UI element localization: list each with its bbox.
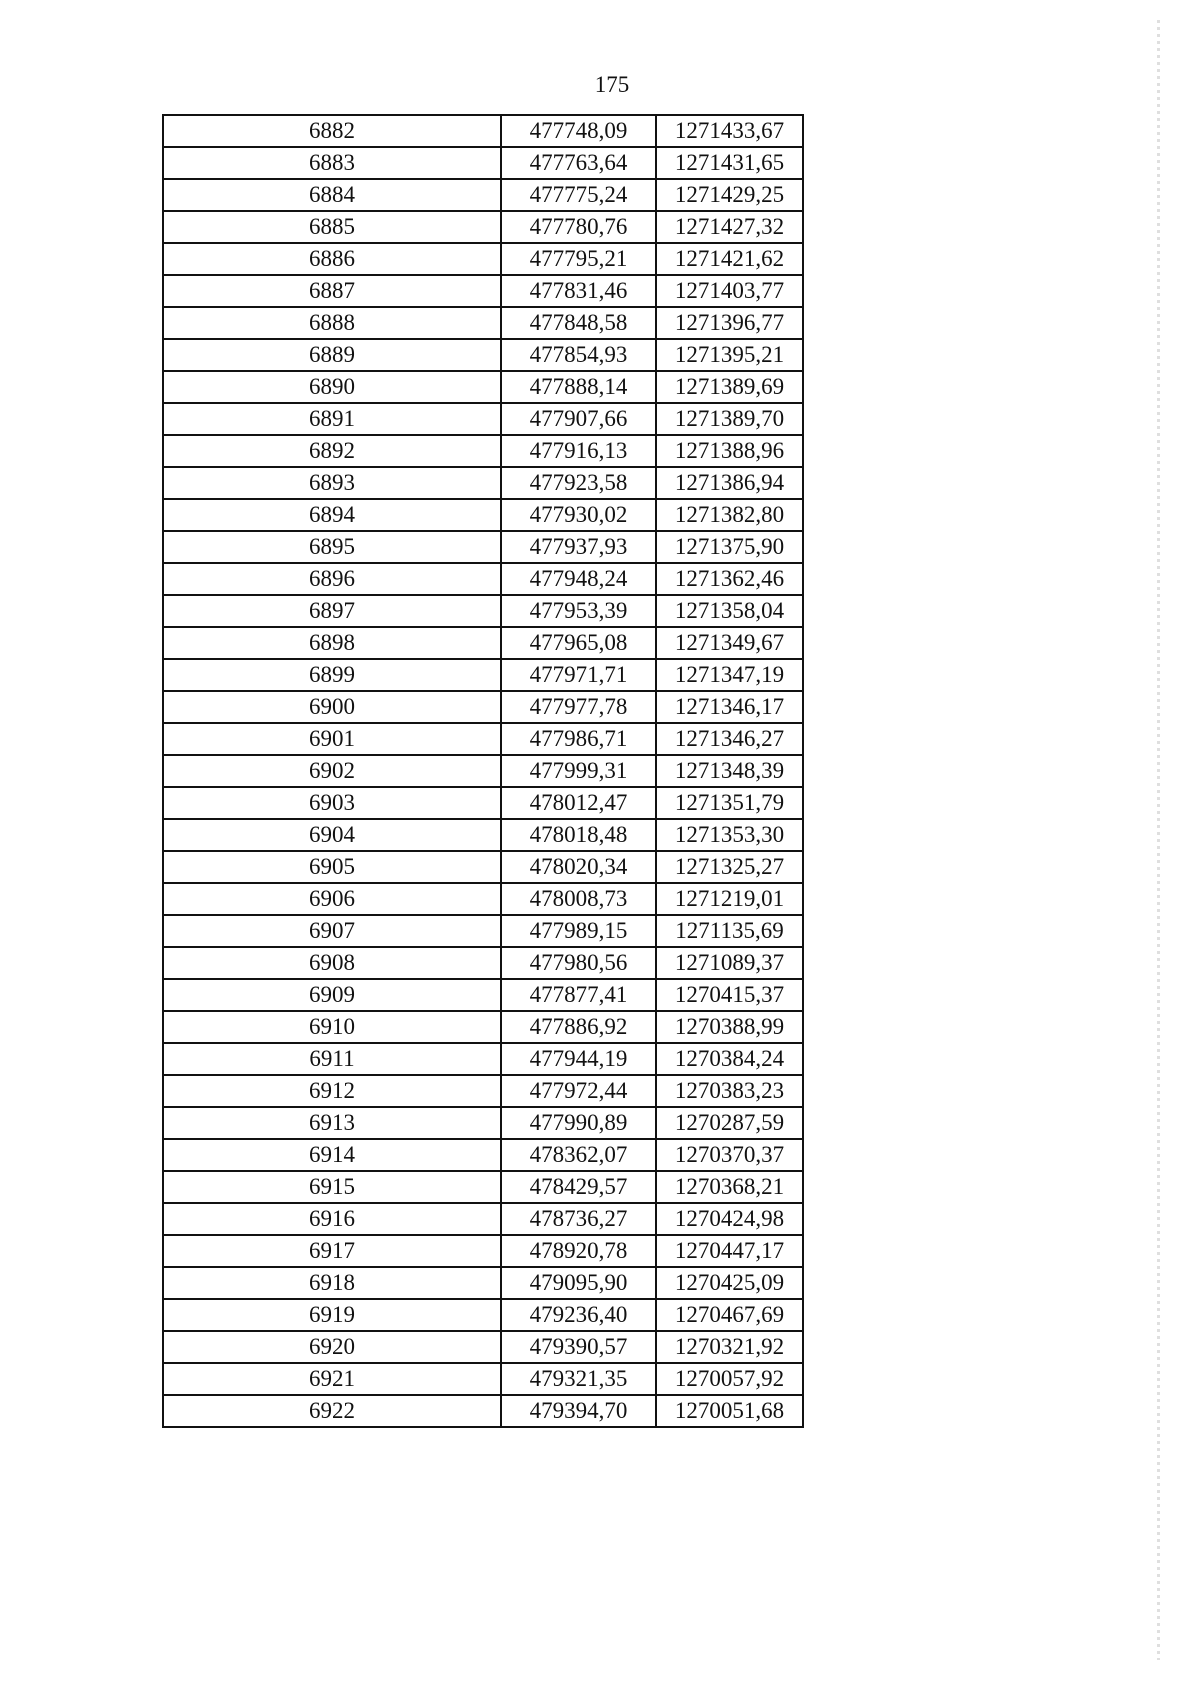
x-coordinate-cell: 477763,64 <box>501 147 656 179</box>
table-row <box>163 499 803 531</box>
point-number-cell: 6884 <box>163 179 501 211</box>
x-coordinate-cell: 477886,92 <box>501 1011 656 1043</box>
table-row <box>163 147 803 179</box>
x-coordinate-cell: 477775,24 <box>501 179 656 211</box>
point-number-cell: 6888 <box>163 307 501 339</box>
x-coordinate-cell: 477907,66 <box>501 403 656 435</box>
point-number-cell: 6897 <box>163 595 501 627</box>
point-number-cell: 6908 <box>163 947 501 979</box>
point-number-cell: 6900 <box>163 691 501 723</box>
y-coordinate-cell: 1271089,37 <box>656 947 803 979</box>
y-coordinate-cell: 1271433,67 <box>656 115 803 147</box>
table-row <box>163 787 803 819</box>
y-coordinate-cell: 1271353,30 <box>656 819 803 851</box>
page-number: 175 <box>594 72 630 97</box>
point-number-cell: 6918 <box>163 1267 501 1299</box>
x-coordinate-cell: 478362,07 <box>501 1139 656 1171</box>
table-row <box>163 403 803 435</box>
y-coordinate-cell: 1271346,27 <box>656 723 803 755</box>
table-row <box>163 115 803 147</box>
point-number-cell: 6891 <box>163 403 501 435</box>
table-row <box>163 1331 803 1363</box>
point-number-cell: 6907 <box>163 915 501 947</box>
point-number-cell: 6887 <box>163 275 501 307</box>
x-coordinate-cell: 477948,24 <box>501 563 656 595</box>
x-coordinate-cell: 477916,13 <box>501 435 656 467</box>
y-coordinate-cell: 1271427,32 <box>656 211 803 243</box>
y-coordinate-cell: 1270368,21 <box>656 1171 803 1203</box>
y-coordinate-cell: 1271349,67 <box>656 627 803 659</box>
table-body <box>163 115 803 1427</box>
x-coordinate-cell: 478429,57 <box>501 1171 656 1203</box>
table-row <box>163 211 803 243</box>
table-row <box>163 1235 803 1267</box>
y-coordinate-cell: 1271429,25 <box>656 179 803 211</box>
point-number-cell: 6901 <box>163 723 501 755</box>
x-coordinate-cell: 477748,09 <box>501 115 656 147</box>
point-number-cell: 6912 <box>163 1075 501 1107</box>
coordinates-table <box>162 114 804 1428</box>
x-coordinate-cell: 477999,31 <box>501 755 656 787</box>
point-number-cell: 6896 <box>163 563 501 595</box>
point-number-cell: 6899 <box>163 659 501 691</box>
x-coordinate-cell: 478736,27 <box>501 1203 656 1235</box>
table-row <box>163 179 803 211</box>
point-number-cell: 6886 <box>163 243 501 275</box>
y-coordinate-cell: 1271347,19 <box>656 659 803 691</box>
y-coordinate-cell: 1270057,92 <box>656 1363 803 1395</box>
y-coordinate-cell: 1270467,69 <box>656 1299 803 1331</box>
table-row <box>163 531 803 563</box>
point-number-cell: 6885 <box>163 211 501 243</box>
table-row <box>163 1043 803 1075</box>
x-coordinate-cell: 477971,71 <box>501 659 656 691</box>
point-number-cell: 6910 <box>163 1011 501 1043</box>
x-coordinate-cell: 478920,78 <box>501 1235 656 1267</box>
table-row <box>163 1171 803 1203</box>
table-row <box>163 1075 803 1107</box>
y-coordinate-cell: 1271403,77 <box>656 275 803 307</box>
x-coordinate-cell: 477980,56 <box>501 947 656 979</box>
point-number-cell: 6919 <box>163 1299 501 1331</box>
x-coordinate-cell: 477937,93 <box>501 531 656 563</box>
x-coordinate-cell: 478012,47 <box>501 787 656 819</box>
y-coordinate-cell: 1271382,80 <box>656 499 803 531</box>
x-coordinate-cell: 477990,89 <box>501 1107 656 1139</box>
table-row <box>163 243 803 275</box>
table-row <box>163 1299 803 1331</box>
x-coordinate-cell: 477831,46 <box>501 275 656 307</box>
point-number-cell: 6904 <box>163 819 501 851</box>
y-coordinate-cell: 1271358,04 <box>656 595 803 627</box>
table-row <box>163 979 803 1011</box>
x-coordinate-cell: 479095,90 <box>501 1267 656 1299</box>
y-coordinate-cell: 1271346,17 <box>656 691 803 723</box>
x-coordinate-cell: 479390,57 <box>501 1331 656 1363</box>
point-number-cell: 6915 <box>163 1171 501 1203</box>
point-number-cell: 6894 <box>163 499 501 531</box>
table-row <box>163 1011 803 1043</box>
point-number-cell: 6909 <box>163 979 501 1011</box>
x-coordinate-cell: 478018,48 <box>501 819 656 851</box>
y-coordinate-cell: 1271389,70 <box>656 403 803 435</box>
table-row <box>163 755 803 787</box>
x-coordinate-cell: 477953,39 <box>501 595 656 627</box>
point-number-cell: 6902 <box>163 755 501 787</box>
point-number-cell: 6920 <box>163 1331 501 1363</box>
x-coordinate-cell: 477930,02 <box>501 499 656 531</box>
table-row <box>163 339 803 371</box>
y-coordinate-cell: 1271421,62 <box>656 243 803 275</box>
point-number-cell: 6911 <box>163 1043 501 1075</box>
x-coordinate-cell: 479394,70 <box>501 1395 656 1427</box>
point-number-cell: 6895 <box>163 531 501 563</box>
table-row <box>163 595 803 627</box>
y-coordinate-cell: 1271388,96 <box>656 435 803 467</box>
table-row <box>163 1363 803 1395</box>
table-row <box>163 851 803 883</box>
x-coordinate-cell: 477923,58 <box>501 467 656 499</box>
y-coordinate-cell: 1271362,46 <box>656 563 803 595</box>
table-row <box>163 435 803 467</box>
y-coordinate-cell: 1271395,21 <box>656 339 803 371</box>
x-coordinate-cell: 477854,93 <box>501 339 656 371</box>
x-coordinate-cell: 477989,15 <box>501 915 656 947</box>
point-number-cell: 6892 <box>163 435 501 467</box>
point-number-cell: 6905 <box>163 851 501 883</box>
x-coordinate-cell: 477965,08 <box>501 627 656 659</box>
x-coordinate-cell: 477780,76 <box>501 211 656 243</box>
x-coordinate-cell: 477986,71 <box>501 723 656 755</box>
point-number-cell: 6893 <box>163 467 501 499</box>
y-coordinate-cell: 1271219,01 <box>656 883 803 915</box>
x-coordinate-cell: 477888,14 <box>501 371 656 403</box>
x-coordinate-cell: 477795,21 <box>501 243 656 275</box>
table-row <box>163 883 803 915</box>
y-coordinate-cell: 1271135,69 <box>656 915 803 947</box>
x-coordinate-cell: 477877,41 <box>501 979 656 1011</box>
x-coordinate-cell: 479321,35 <box>501 1363 656 1395</box>
table-row <box>163 1139 803 1171</box>
table-row <box>163 915 803 947</box>
table-row <box>163 1203 803 1235</box>
y-coordinate-cell: 1270447,17 <box>656 1235 803 1267</box>
scan-edge-artifact <box>1157 20 1160 1660</box>
table-row <box>163 627 803 659</box>
x-coordinate-cell: 477944,19 <box>501 1043 656 1075</box>
table-row <box>163 723 803 755</box>
table-row <box>163 947 803 979</box>
point-number-cell: 6917 <box>163 1235 501 1267</box>
point-number-cell: 6914 <box>163 1139 501 1171</box>
point-number-cell: 6916 <box>163 1203 501 1235</box>
point-number-cell: 6921 <box>163 1363 501 1395</box>
y-coordinate-cell: 1271431,65 <box>656 147 803 179</box>
y-coordinate-cell: 1270415,37 <box>656 979 803 1011</box>
point-number-cell: 6890 <box>163 371 501 403</box>
y-coordinate-cell: 1270370,37 <box>656 1139 803 1171</box>
y-coordinate-cell: 1270424,98 <box>656 1203 803 1235</box>
y-coordinate-cell: 1270384,24 <box>656 1043 803 1075</box>
y-coordinate-cell: 1271375,90 <box>656 531 803 563</box>
table-row <box>163 1395 803 1427</box>
point-number-cell: 6889 <box>163 339 501 371</box>
table-row <box>163 563 803 595</box>
x-coordinate-cell: 477972,44 <box>501 1075 656 1107</box>
point-number-cell: 6882 <box>163 115 501 147</box>
table-row <box>163 1267 803 1299</box>
table-row <box>163 467 803 499</box>
y-coordinate-cell: 1271389,69 <box>656 371 803 403</box>
y-coordinate-cell: 1270287,59 <box>656 1107 803 1139</box>
point-number-cell: 6906 <box>163 883 501 915</box>
y-coordinate-cell: 1271396,77 <box>656 307 803 339</box>
point-number-cell: 6913 <box>163 1107 501 1139</box>
point-number-cell: 6903 <box>163 787 501 819</box>
y-coordinate-cell: 1271351,79 <box>656 787 803 819</box>
x-coordinate-cell: 479236,40 <box>501 1299 656 1331</box>
y-coordinate-cell: 1270321,92 <box>656 1331 803 1363</box>
point-number-cell: 6898 <box>163 627 501 659</box>
table-row <box>163 691 803 723</box>
y-coordinate-cell: 1270051,68 <box>656 1395 803 1427</box>
point-number-cell: 6922 <box>163 1395 501 1427</box>
y-coordinate-cell: 1271325,27 <box>656 851 803 883</box>
table-row <box>163 371 803 403</box>
x-coordinate-cell: 477977,78 <box>501 691 656 723</box>
y-coordinate-cell: 1270388,99 <box>656 1011 803 1043</box>
y-coordinate-cell: 1271348,39 <box>656 755 803 787</box>
table-row <box>163 1107 803 1139</box>
x-coordinate-cell: 478008,73 <box>501 883 656 915</box>
x-coordinate-cell: 478020,34 <box>501 851 656 883</box>
y-coordinate-cell: 1270383,23 <box>656 1075 803 1107</box>
point-number-cell: 6883 <box>163 147 501 179</box>
table-row <box>163 659 803 691</box>
x-coordinate-cell: 477848,58 <box>501 307 656 339</box>
y-coordinate-cell: 1270425,09 <box>656 1267 803 1299</box>
table-row <box>163 275 803 307</box>
table-row <box>163 307 803 339</box>
table-row <box>163 819 803 851</box>
y-coordinate-cell: 1271386,94 <box>656 467 803 499</box>
